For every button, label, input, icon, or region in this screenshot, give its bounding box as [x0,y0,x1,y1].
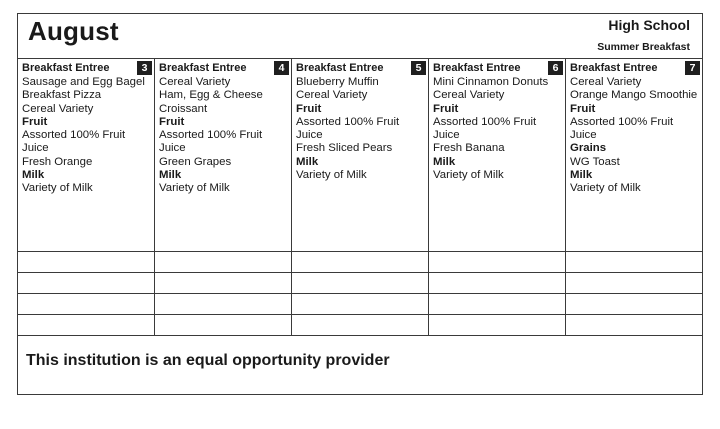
blank-row-cell [292,293,428,314]
menu-item: Assorted 100% Fruit Juice [433,115,537,142]
menu-item: Breakfast Pizza [22,89,102,102]
blank-row-cell [292,251,428,272]
menu-item: Variety of Milk [22,182,93,195]
menu-item: Cereal Variety [433,89,505,102]
blank-row-cell [566,272,702,293]
day-number-badge: 6 [548,61,563,75]
blank-row-cell [566,251,702,272]
food-category-label: Grains [570,142,607,155]
menu-item-list [570,76,700,196]
day-number-badge: 4 [274,61,289,75]
day-number-badge: 5 [411,61,426,75]
entree-heading: Breakfast Entree [159,62,247,74]
food-category-label: Fruit [159,115,185,128]
day-menu [292,59,428,251]
blank-row-cell [429,314,565,335]
menu-item: Assorted 100% Fruit Juice [570,115,674,142]
menu-item: Fresh Sliced Pears [296,142,393,155]
menu-item: Cereal Variety [22,102,94,115]
food-category-label: Fruit [570,102,596,115]
menu-item: Sausage and Egg Bagel [22,76,145,88]
menu-grid [18,58,702,336]
menu-item: Variety of Milk [159,182,230,195]
day-header [429,59,565,75]
menu-item: Assorted 100% Fruit Juice [159,129,263,155]
day-header [155,59,291,75]
menu-item: Assorted 100% Fruit Juice [22,129,126,155]
day-menu [155,59,291,251]
day-column [155,59,292,335]
blank-row-cell [18,314,154,335]
day-column [429,59,566,335]
food-category-label: Milk [570,169,593,182]
blank-row-cell [429,251,565,272]
day-number-badge: 7 [685,61,700,75]
menu-item: Cereal Variety [570,76,642,88]
blank-row-cell [429,293,565,314]
menu-item: Cereal Variety [159,76,231,88]
blank-row-cell [18,251,154,272]
menu-item: Orange Mango Smoothie [570,89,698,102]
menu-item: Fresh Orange [22,155,93,168]
menu-item: Cereal Variety [296,89,368,102]
blank-row-cell [155,272,291,293]
menu-item-list [296,76,426,182]
food-category-label: Milk [22,169,45,182]
blank-row-cell [155,293,291,314]
food-category-label: Fruit [296,102,322,115]
school-name: High School [608,17,690,33]
day-column [292,59,429,335]
day-menu [18,59,154,251]
menu-item: Variety of Milk [296,169,367,182]
blank-row-cell [566,314,702,335]
menu-item: Mini Cinnamon Donuts [433,76,549,88]
day-menu [429,59,565,251]
food-category-label: Fruit [22,115,48,128]
menu-item: Blueberry Muffin [296,76,379,88]
menu-item: WG Toast [570,155,620,168]
program-name: Summer Breakfast [597,41,690,53]
menu-item-list [22,76,152,196]
blank-row-cell [292,272,428,293]
day-header [18,59,154,75]
entree-heading: Breakfast Entree [433,62,521,74]
menu-item: Ham, Egg & Cheese Croissant [159,89,263,115]
blank-row-cell [292,314,428,335]
blank-row-cell [18,293,154,314]
day-header [566,59,702,75]
day-header [292,59,428,75]
blank-row-cell [155,314,291,335]
day-menu [566,59,702,251]
equal-opportunity-notice: This institution is an equal opportunity provider [26,352,390,369]
menu-item: Variety of Milk [433,169,504,182]
menu-item: Assorted 100% Fruit Juice [296,115,400,142]
entree-heading: Breakfast Entree [570,62,658,74]
blank-row-cell [566,293,702,314]
food-category-label: Fruit [433,102,459,115]
day-number-badge: 3 [137,61,152,75]
blank-row-cell [18,272,154,293]
menu-item: Fresh Banana [433,142,505,155]
food-category-label: Milk [433,155,456,168]
month-title: August [28,16,119,46]
entree-heading: Breakfast Entree [296,62,384,74]
food-category-label: Milk [159,169,182,182]
menu-item-list [159,76,289,196]
menu-sheet [17,13,703,395]
entree-heading: Breakfast Entree [22,62,110,74]
day-column [18,59,155,335]
blank-row-cell [429,272,565,293]
blank-row-cell [155,251,291,272]
food-category-label: Milk [296,155,319,168]
menu-item-list [433,76,563,182]
day-column [566,59,702,335]
menu-item: Green Grapes [159,155,232,168]
menu-item: Variety of Milk [570,182,641,195]
